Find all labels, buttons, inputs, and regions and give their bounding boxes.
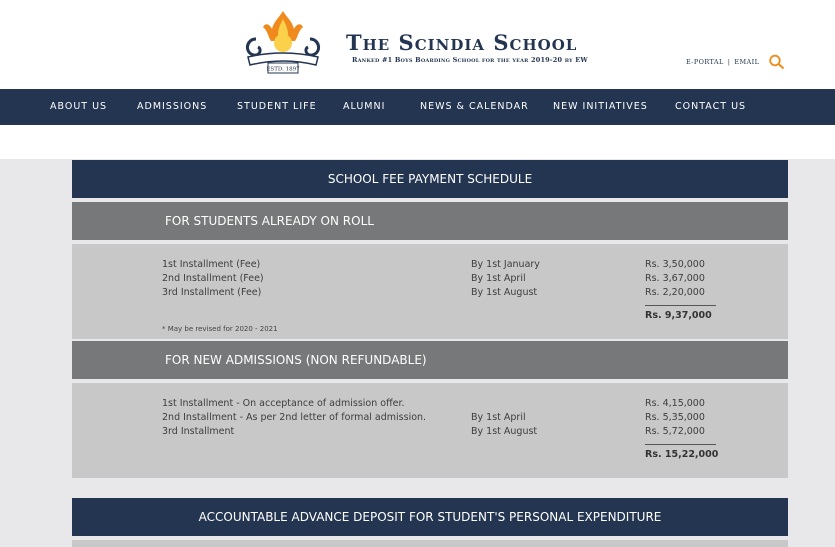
new-row-1-amount: Rs. 4,15,000	[645, 398, 705, 409]
on-roll-row-2-due: By 1st April	[471, 273, 526, 284]
on-roll-row-1-amount: Rs. 3,50,000	[645, 259, 705, 270]
new-row-2-label: 2nd Installment - As per 2nd letter of formal admission.	[162, 412, 427, 423]
nav-about-us[interactable]: ABOUT US	[50, 101, 108, 112]
total-divider	[645, 444, 716, 445]
on-roll-row-2-amount: Rs. 3,67,000	[645, 273, 705, 284]
link-separator: |	[727, 58, 731, 66]
on-roll-row-2-label: 2nd Installment (Fee)	[162, 273, 264, 284]
deposit-panel	[72, 540, 788, 547]
eportal-link[interactable]: E-PORTAL	[686, 58, 724, 66]
nav-student-life[interactable]: STUDENT LIFE	[237, 101, 317, 112]
on-roll-panel	[72, 244, 788, 339]
email-link[interactable]: EMAIL	[734, 58, 760, 66]
nav-alumni[interactable]: ALUMNI	[343, 101, 386, 112]
school-logo[interactable]	[238, 9, 328, 75]
fee-schedule-title: SCHOOL FEE PAYMENT SCHEDULE	[72, 160, 788, 198]
top-links	[686, 58, 759, 66]
main-nav	[0, 89, 835, 125]
nav-new-initiatives[interactable]: NEW INITIATIVES	[553, 101, 648, 112]
search-icon[interactable]	[768, 54, 786, 70]
total-divider	[645, 305, 716, 306]
new-admissions-panel	[72, 383, 788, 478]
new-row-2-due: By 1st April	[471, 412, 526, 423]
new-row-3-amount: Rs. 5,72,000	[645, 426, 705, 437]
on-roll-row-3-amount: Rs. 2,20,000	[645, 287, 705, 298]
on-roll-total: Rs. 9,37,000	[645, 310, 712, 321]
brand-block[interactable]	[346, 29, 588, 64]
new-row-1-label: 1st Installment - On acceptance of admission offer.	[162, 398, 405, 409]
spacer-band	[0, 125, 835, 159]
new-row-3-label: 3rd Installment	[162, 426, 235, 437]
on-roll-row-1-label: 1st Installment (Fee)	[162, 259, 261, 270]
nav-news-calendar[interactable]: NEWS & CALENDAR	[420, 101, 529, 112]
site-header	[0, 0, 835, 89]
new-row-3-due: By 1st August	[471, 426, 538, 437]
on-roll-row-1-due: By 1st January	[471, 259, 540, 270]
on-roll-row-3-due: By 1st August	[471, 287, 538, 298]
crest-icon	[238, 9, 328, 75]
revision-note: * May be revised for 2020 - 2021	[162, 325, 278, 333]
logo-estd-text: ESTD. 1897	[266, 66, 300, 73]
new-admissions-total: Rs. 15,22,000	[645, 449, 719, 460]
on-roll-row-3-label: 3rd Installment (Fee)	[162, 287, 262, 298]
nav-admissions[interactable]: ADMISSIONS	[137, 101, 208, 112]
school-tagline: Ranked #1 Boys Boarding School for the year 2019-20 by EW	[352, 56, 588, 64]
section-heading-on-roll: FOR STUDENTS ALREADY ON ROLL	[72, 202, 788, 240]
section-heading-new-admissions: FOR NEW ADMISSIONS (NON REFUNDABLE)	[72, 341, 788, 379]
school-name: The Scindia School	[346, 30, 578, 55]
nav-contact-us[interactable]: CONTACT US	[675, 101, 747, 112]
new-row-2-amount: Rs. 5,35,000	[645, 412, 705, 423]
deposit-title: ACCOUNTABLE ADVANCE DEPOSIT FOR STUDENT'S PERSONAL EXPENDITURE	[72, 498, 788, 536]
